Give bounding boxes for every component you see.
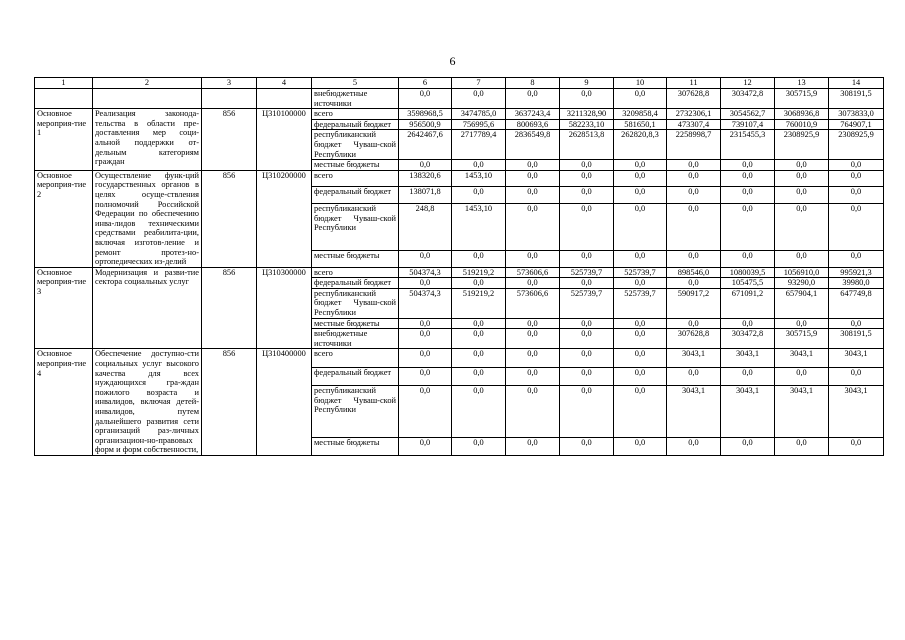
- value-cell: 0,0: [560, 318, 614, 329]
- value-cell: 0,0: [506, 437, 560, 455]
- value-cell: 525739,7: [614, 288, 667, 318]
- value-cell: 0,0: [775, 160, 829, 171]
- value-cell: 0,0: [775, 187, 829, 204]
- value-cell: 305715,9: [775, 329, 829, 349]
- value-cell: 0,0: [721, 170, 775, 187]
- column-header: 6: [399, 78, 452, 89]
- value-cell: 138320,6: [399, 170, 452, 187]
- page-number: 6: [449, 54, 456, 68]
- budget-code: Ц310300000: [257, 267, 312, 349]
- value-cell: 764907,1: [829, 119, 884, 130]
- empty-cell: [35, 89, 93, 109]
- value-cell: 305715,9: [775, 89, 829, 109]
- funding-source: республиканский бюджет Чуваш-ской Республики: [312, 130, 399, 160]
- value-cell: 0,0: [560, 89, 614, 109]
- value-cell: 2315455,3: [721, 130, 775, 160]
- value-cell: 2836549,8: [506, 130, 560, 160]
- value-cell: 0,0: [452, 278, 506, 289]
- value-cell: 504374,3: [399, 288, 452, 318]
- value-cell: 3043,1: [829, 386, 884, 438]
- measure-label: Основное мероприя-тие 2: [35, 170, 93, 267]
- table-row: [35, 170, 884, 187]
- column-header: 12: [721, 78, 775, 89]
- funding-source: внебюджетные источники: [312, 329, 399, 349]
- value-cell: 0,0: [506, 187, 560, 204]
- empty-cell: [202, 89, 257, 109]
- table-row: [35, 267, 884, 278]
- value-cell: 0,0: [775, 437, 829, 455]
- value-cell: 0,0: [452, 89, 506, 109]
- value-cell: 2717789,4: [452, 130, 506, 160]
- value-cell: 262820,8,3: [614, 130, 667, 160]
- value-cell: 0,0: [721, 367, 775, 385]
- value-cell: 3043,1: [775, 349, 829, 367]
- value-cell: 0,0: [614, 367, 667, 385]
- value-cell: 0,0: [614, 89, 667, 109]
- value-cell: 0,0: [775, 367, 829, 385]
- funding-source: всего: [312, 109, 399, 120]
- value-cell: 0,0: [667, 367, 721, 385]
- funding-source: всего: [312, 170, 399, 187]
- value-cell: 0,0: [506, 160, 560, 171]
- measure-name: Модернизация и разви-тие сектора социальных услуг: [93, 267, 202, 349]
- value-cell: 0,0: [560, 170, 614, 187]
- value-cell: 0,0: [399, 160, 452, 171]
- funding-source: федеральный бюджет: [312, 119, 399, 130]
- value-cell: 0,0: [560, 278, 614, 289]
- value-cell: 0,0: [399, 367, 452, 385]
- measure-label: Основное мероприя-тие 4: [35, 349, 93, 456]
- value-cell: 0,0: [560, 367, 614, 385]
- value-cell: 0,0: [667, 160, 721, 171]
- value-cell: 0,0: [667, 437, 721, 455]
- value-cell: 0,0: [829, 160, 884, 171]
- value-cell: 0,0: [399, 349, 452, 367]
- value-cell: 0,0: [614, 250, 667, 267]
- value-cell: 0,0: [560, 349, 614, 367]
- value-cell: 3068936,8: [775, 109, 829, 120]
- value-cell: 0,0: [829, 367, 884, 385]
- value-cell: 308191,5: [829, 329, 884, 349]
- measure-name: Реализация законода-тельства в области пре-доставления мер соци-альной поддержки от-дельным категориям граждан: [93, 109, 202, 171]
- column-header: 10: [614, 78, 667, 89]
- value-cell: 582233,10: [560, 119, 614, 130]
- value-cell: 0,0: [560, 386, 614, 438]
- value-cell: 647749,8: [829, 288, 884, 318]
- measure-name: Обеспечение доступно-сти социальных услуг высокого качества для всех нуждающихся гра-ждан пожилого возраста и инвалидов, включая детей-инвалидов, путем дальнейшего развития сети организаций раз-личных организацион-но-правовых форм и форм собственности,: [93, 349, 202, 456]
- value-cell: 0,0: [399, 318, 452, 329]
- value-cell: 3637243,4: [506, 109, 560, 120]
- value-cell: 573606,6: [506, 288, 560, 318]
- value-cell: 2308925,9: [829, 130, 884, 160]
- value-cell: 3043,1: [667, 386, 721, 438]
- value-cell: 525739,7: [560, 288, 614, 318]
- value-cell: 1453,10: [452, 204, 506, 251]
- funding-source: местные бюджеты: [312, 318, 399, 329]
- value-cell: 3054562,7: [721, 109, 775, 120]
- value-cell: 0,0: [829, 170, 884, 187]
- value-cell: 0,0: [506, 349, 560, 367]
- value-cell: 0,0: [506, 386, 560, 438]
- value-cell: 2732306,1: [667, 109, 721, 120]
- value-cell: 1080039,5: [721, 267, 775, 278]
- value-cell: 0,0: [721, 187, 775, 204]
- funding-source: республиканский бюджет Чуваш-ской Республики: [312, 386, 399, 438]
- value-cell: 519219,2: [452, 288, 506, 318]
- value-cell: 0,0: [452, 250, 506, 267]
- value-cell: 0,0: [506, 204, 560, 251]
- budget-table: [34, 77, 884, 456]
- value-cell: 0,0: [614, 160, 667, 171]
- value-cell: 2628513,8: [560, 130, 614, 160]
- measure-label: Основное мероприя-тие 1: [35, 109, 93, 171]
- value-cell: 0,0: [829, 437, 884, 455]
- column-header: 4: [257, 78, 312, 89]
- value-cell: 0,0: [721, 318, 775, 329]
- value-cell: 3598968,5: [399, 109, 452, 120]
- value-cell: 0,0: [399, 386, 452, 438]
- value-cell: 590917,2: [667, 288, 721, 318]
- empty-cell: [257, 89, 312, 109]
- value-cell: 0,0: [452, 329, 506, 349]
- value-cell: 0,0: [506, 318, 560, 329]
- value-cell: 504374,3: [399, 267, 452, 278]
- funding-source: республиканский бюджет Чуваш-ской Республики: [312, 288, 399, 318]
- value-cell: 39980,0: [829, 278, 884, 289]
- column-header: 9: [560, 78, 614, 89]
- funding-source: федеральный бюджет: [312, 367, 399, 385]
- value-cell: 0,0: [829, 187, 884, 204]
- value-cell: 0,0: [614, 278, 667, 289]
- value-cell: 657904,1: [775, 288, 829, 318]
- value-cell: 1453,10: [452, 170, 506, 187]
- value-cell: 0,0: [399, 329, 452, 349]
- value-cell: 0,0: [560, 329, 614, 349]
- value-cell: 0,0: [721, 204, 775, 251]
- funding-source: федеральный бюджет: [312, 278, 399, 289]
- value-cell: 760010,9: [775, 119, 829, 130]
- value-cell: 0,0: [506, 89, 560, 109]
- column-header: 3: [202, 78, 257, 89]
- column-header: 8: [506, 78, 560, 89]
- value-cell: 3043,1: [775, 386, 829, 438]
- value-cell: 0,0: [775, 204, 829, 251]
- table-row: [35, 109, 884, 120]
- value-cell: 0,0: [560, 437, 614, 455]
- value-cell: 800693,6: [506, 119, 560, 130]
- value-cell: 3043,1: [721, 386, 775, 438]
- value-cell: 0,0: [829, 204, 884, 251]
- value-cell: 0,0: [614, 349, 667, 367]
- column-header: 7: [452, 78, 506, 89]
- funding-source: местные бюджеты: [312, 160, 399, 171]
- value-cell: 0,0: [560, 160, 614, 171]
- value-cell: 2308925,9: [775, 130, 829, 160]
- budget-code: Ц310400000: [257, 349, 312, 456]
- value-cell: 1056910,0: [775, 267, 829, 278]
- value-cell: 0,0: [667, 278, 721, 289]
- value-cell: 2258998,7: [667, 130, 721, 160]
- funding-source: всего: [312, 267, 399, 278]
- value-cell: 0,0: [614, 437, 667, 455]
- value-cell: 0,0: [614, 170, 667, 187]
- value-cell: 739107,4: [721, 119, 775, 130]
- column-header: 11: [667, 78, 721, 89]
- value-cell: 307628,8: [667, 89, 721, 109]
- value-cell: 3073833,0: [829, 109, 884, 120]
- value-cell: 0,0: [560, 250, 614, 267]
- value-cell: 898546,0: [667, 267, 721, 278]
- admin-code: 856: [202, 109, 257, 171]
- value-cell: 3043,1: [667, 349, 721, 367]
- value-cell: 0,0: [399, 278, 452, 289]
- admin-code: 856: [202, 170, 257, 267]
- value-cell: 0,0: [506, 250, 560, 267]
- value-cell: 519219,2: [452, 267, 506, 278]
- value-cell: 307628,8: [667, 329, 721, 349]
- value-cell: 0,0: [506, 278, 560, 289]
- value-cell: 0,0: [721, 160, 775, 171]
- empty-cell: [93, 89, 202, 109]
- value-cell: 3209858,4: [614, 109, 667, 120]
- funding-source: внебюджетные источники: [312, 89, 399, 109]
- value-cell: 0,0: [775, 318, 829, 329]
- value-cell: 525739,7: [560, 267, 614, 278]
- value-cell: 0,0: [775, 170, 829, 187]
- value-cell: 473307,4: [667, 119, 721, 130]
- funding-source: местные бюджеты: [312, 250, 399, 267]
- value-cell: 0,0: [452, 367, 506, 385]
- value-cell: 0,0: [506, 367, 560, 385]
- value-cell: 308191,5: [829, 89, 884, 109]
- value-cell: 0,0: [829, 250, 884, 267]
- value-cell: 581650,1: [614, 119, 667, 130]
- value-cell: 0,0: [614, 187, 667, 204]
- value-cell: 0,0: [829, 318, 884, 329]
- value-cell: 2642467,6: [399, 130, 452, 160]
- value-cell: 303472,8: [721, 89, 775, 109]
- value-cell: 0,0: [399, 437, 452, 455]
- funding-source: республиканский бюджет Чуваш-ской Республики: [312, 204, 399, 251]
- value-cell: 0,0: [560, 187, 614, 204]
- column-header: 13: [775, 78, 829, 89]
- value-cell: 0,0: [506, 170, 560, 187]
- value-cell: 0,0: [667, 187, 721, 204]
- value-cell: 0,0: [667, 250, 721, 267]
- funding-source: федеральный бюджет: [312, 187, 399, 204]
- value-cell: 0,0: [667, 170, 721, 187]
- value-cell: 3043,1: [829, 349, 884, 367]
- table-row: [35, 89, 884, 109]
- value-cell: 0,0: [721, 437, 775, 455]
- value-cell: 995921,3: [829, 267, 884, 278]
- admin-code: 856: [202, 267, 257, 349]
- value-cell: 0,0: [614, 318, 667, 329]
- value-cell: 3043,1: [721, 349, 775, 367]
- value-cell: 248,8: [399, 204, 452, 251]
- measure-label: Основное мероприя-тие 3: [35, 267, 93, 349]
- value-cell: 0,0: [399, 89, 452, 109]
- value-cell: 3474785,0: [452, 109, 506, 120]
- value-cell: 93290,0: [775, 278, 829, 289]
- value-cell: 0,0: [452, 318, 506, 329]
- table-row: [35, 349, 884, 367]
- value-cell: 0,0: [614, 386, 667, 438]
- value-cell: 525739,7: [614, 267, 667, 278]
- column-header: 5: [312, 78, 399, 89]
- funding-source: местные бюджеты: [312, 437, 399, 455]
- budget-code: Ц310100000: [257, 109, 312, 171]
- value-cell: 0,0: [614, 204, 667, 251]
- value-cell: 0,0: [452, 187, 506, 204]
- value-cell: 0,0: [399, 250, 452, 267]
- value-cell: 756995,6: [452, 119, 506, 130]
- value-cell: 105475,5: [721, 278, 775, 289]
- value-cell: 956500,9: [399, 119, 452, 130]
- column-header: 14: [829, 78, 884, 89]
- value-cell: 138071,8: [399, 187, 452, 204]
- value-cell: 671091,2: [721, 288, 775, 318]
- value-cell: 0,0: [452, 349, 506, 367]
- value-cell: 303472,8: [721, 329, 775, 349]
- value-cell: 0,0: [560, 204, 614, 251]
- value-cell: 0,0: [452, 160, 506, 171]
- value-cell: 3211328,90: [560, 109, 614, 120]
- value-cell: 0,0: [667, 318, 721, 329]
- measure-name: Осуществление функ-ций государственных органов в целях осуще-ствления полномочий Российской Федерации по обеспечению инва-лидов техническими средствами реабилита-ции, включая изготов-ление и ремонт протез-но-ортопедических из-делий: [93, 170, 202, 267]
- admin-code: 856: [202, 349, 257, 456]
- value-cell: 0,0: [614, 329, 667, 349]
- budget-code: Ц310200000: [257, 170, 312, 267]
- value-cell: 0,0: [452, 437, 506, 455]
- value-cell: 0,0: [452, 386, 506, 438]
- value-cell: 573606,6: [506, 267, 560, 278]
- column-header: 2: [93, 78, 202, 89]
- funding-source: всего: [312, 349, 399, 367]
- value-cell: 0,0: [775, 250, 829, 267]
- header-row: [35, 78, 884, 89]
- value-cell: 0,0: [667, 204, 721, 251]
- value-cell: 0,0: [721, 250, 775, 267]
- value-cell: 0,0: [506, 329, 560, 349]
- column-header: 1: [35, 78, 93, 89]
